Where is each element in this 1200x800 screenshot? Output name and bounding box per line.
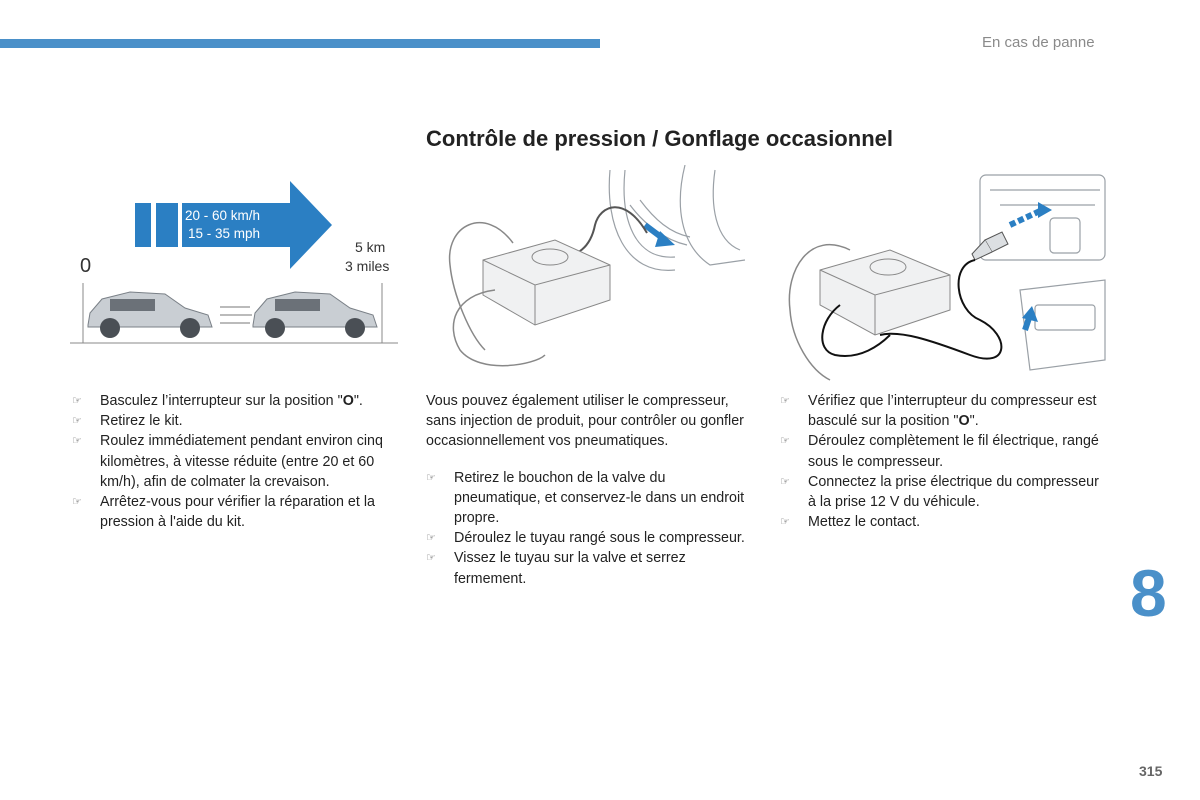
- compressor-icon: [483, 240, 610, 325]
- steps-list: [72, 391, 392, 532]
- list-item: ☞ Vissez le tuyau sur la valve et serrez fermement.: [426, 550, 686, 587]
- bullet-hand-icon: ☞: [72, 435, 82, 448]
- list-item: ☞ Retirez le kit.: [72, 411, 392, 431]
- bullet-hand-icon: ☞: [780, 516, 790, 529]
- intro-paragraph: Vous pouvez également utiliser le compresseur, sans injection de produit, pour contrôler ou gonfler occasionnellement vos pneumatiques.: [426, 393, 744, 450]
- chapter-number: 8: [1130, 556, 1167, 630]
- bullet-hand-icon: ☞: [426, 552, 436, 565]
- plug-icon: [972, 232, 1008, 260]
- car-icon-start: [88, 292, 212, 338]
- page-number: 315: [1139, 763, 1163, 779]
- instructions-column-3: [780, 391, 1100, 532]
- bullet-hand-icon: ☞: [72, 415, 82, 428]
- bullet-hand-icon: ☞: [780, 475, 790, 488]
- instructions-column-1: [72, 391, 392, 532]
- bullet-hand-icon: ☞: [780, 435, 790, 448]
- bullet-hand-icon: ☞: [780, 395, 790, 407]
- bullet-hand-icon: ☞: [426, 532, 436, 545]
- steps-list: [426, 468, 746, 589]
- bullet-hand-icon: ☞: [72, 395, 82, 407]
- page-heading: Contrôle de pression / Gonflage occasionnel: [426, 126, 893, 151]
- compressor-tyre-valve-illustration: [425, 165, 755, 375]
- compressor-12v-socket-illustration: [780, 170, 1110, 385]
- list-item: ☞ Déroulez le tuyau rangé sous le compresseur.: [426, 528, 746, 548]
- steps-list: [780, 391, 1100, 532]
- list-item: ☞ Mettez le contact.: [780, 512, 1100, 532]
- distance-km-label: 5 km: [355, 239, 386, 255]
- list-item: ☞ Connectez la prise électrique du compresseur à la prise 12 V du véhicule.: [780, 473, 1099, 511]
- motion-lines: [220, 307, 252, 323]
- list-item: ☞ Vérifiez que l’interrupteur du compresseur est basculé sur la position "O".: [780, 393, 1097, 430]
- instructions-column-2: [426, 391, 746, 589]
- bullet-hand-icon: ☞: [426, 471, 436, 484]
- list-item: ☞ Roulez immédiatement pendant environ cinq kilomètres, à vitesse réduite (entre 20 et 60 km/h), afin de colmater la crevaison.: [72, 433, 383, 490]
- speed-mph-label: 15 - 35 mph: [188, 226, 261, 241]
- start-marker-label: 0: [80, 255, 92, 277]
- distance-miles-label: 3 miles: [345, 258, 390, 274]
- car-icon-moving: [253, 292, 377, 338]
- section-title: En cas de panne: [982, 34, 1095, 51]
- bullet-hand-icon: ☞: [72, 496, 82, 509]
- speed-distance-diagram: [70, 175, 405, 350]
- list-item: ☞ Retirez le bouchon de la valve du pneumatique, et conservez-le dans un endroit propre.: [426, 469, 745, 527]
- compressor-icon: [820, 250, 950, 335]
- list-item: ☞ Basculez l’interrupteur sur la position "O".: [72, 391, 392, 411]
- list-item: ☞ Arrêtez-vous pour vérifier la réparation et la pression à l'aide du kit.: [72, 494, 375, 531]
- header-accent-bar: [0, 39, 600, 48]
- list-item: ☞ Déroulez complètement le fil électrique, rangé sous le compresseur.: [780, 433, 1099, 470]
- speed-kmh-label: 20 - 60 km/h: [185, 208, 261, 223]
